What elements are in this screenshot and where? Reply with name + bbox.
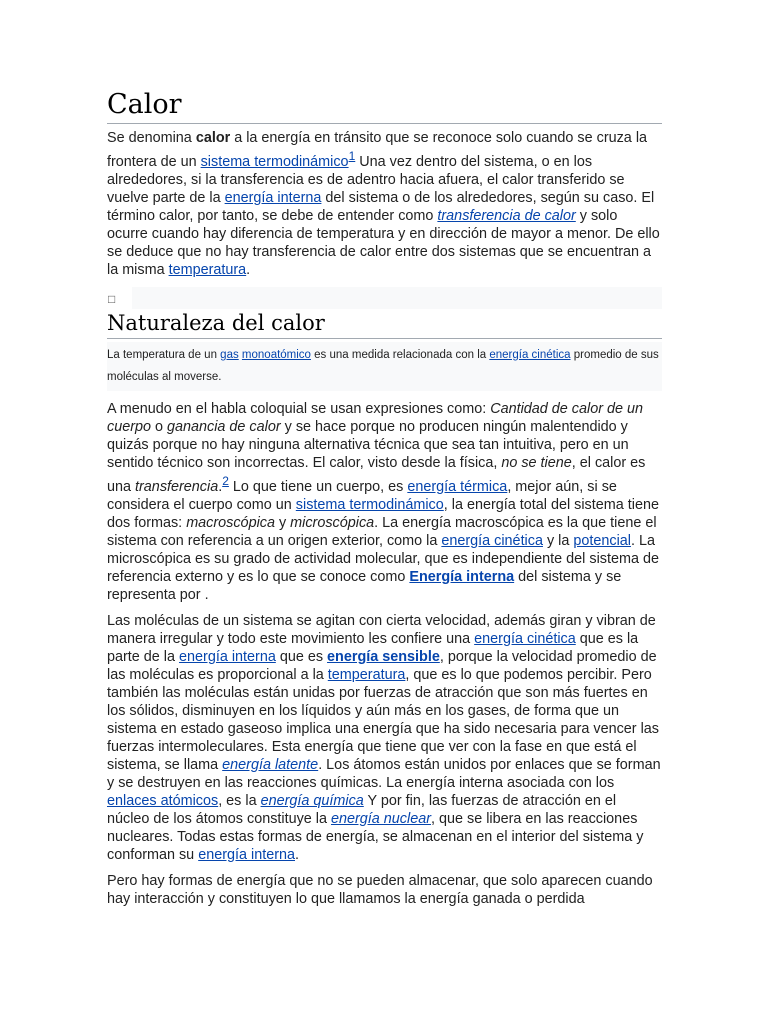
image-placeholder: [107, 287, 662, 309]
para1-text-8: y: [274, 514, 291, 531]
para2-text-10: .: [295, 846, 299, 863]
link-energia-cinetica-2[interactable]: energía cinética: [474, 630, 576, 647]
link-sistema-termodinamico[interactable]: sistema termodinámico: [200, 153, 349, 170]
para1-text-10: y la: [542, 532, 574, 549]
intro-text-1: Se denomina: [107, 130, 196, 146]
link-temperatura[interactable]: temperatura: [168, 261, 247, 278]
image-frame: [132, 287, 662, 309]
para2-text-9: , que se libera en las reacciones nucleares. Todas estas formas de energía, se almacenan en el interior del sistema y conforman su: [107, 810, 644, 863]
para1-italic-2: ganancia de calor: [167, 418, 281, 435]
paragraph-naturaleza-2: [107, 612, 662, 864]
para1-text-7: , la energía total del sistema tiene dos formas:: [107, 496, 659, 531]
reference-2-link[interactable]: 2: [222, 473, 229, 488]
link-energia-interna-2[interactable]: energía interna: [179, 648, 276, 665]
para1-italic-1: Cantidad de calor de un cuerpo: [107, 400, 644, 435]
link-energia-quimica[interactable]: energía química: [260, 792, 364, 809]
para1-italic-5: macroscópica: [186, 514, 275, 531]
intro-paragraph: [107, 129, 662, 279]
para3-text-1: Pero hay formas de energía que no se pueden almacenar, que solo aparecen cuando hay interacción y constituyen lo que llamamos la energía ganada o perdida: [107, 872, 653, 907]
para1-text-2: o: [151, 418, 168, 435]
reference-1-link[interactable]: 1: [348, 149, 356, 163]
para1-italic-4: transferencia: [135, 478, 219, 495]
image-caption: [107, 342, 662, 391]
link-energia-termica[interactable]: energía térmica: [407, 478, 508, 495]
link-energia-interna[interactable]: energía interna: [224, 189, 322, 206]
para1-text-4b: .: [218, 478, 223, 495]
para1-italic-6: microscópica: [290, 514, 375, 531]
para1-text-3: y se hace porque no producen ningún malentendido y quizás porque no hay ninguna alternativa técnica que sea tan intuitiva, pero en un sentido técnico son incorrectas. El calor, visto desde la física,: [107, 418, 629, 471]
para1-text-12: del sistema y se representa por .: [107, 568, 622, 603]
link-energia-sensible[interactable]: energía sensible: [327, 648, 440, 665]
para2-text-7: , es la: [218, 792, 261, 809]
link-energia-latente[interactable]: energía latente: [222, 756, 319, 773]
link-temperatura-2[interactable]: temperatura: [327, 666, 406, 683]
link-energia-cinetica-caption[interactable]: energía cinética: [489, 348, 571, 361]
para2-text-8: Y por fin, las fuerzas de atracción en el núcleo de los átomos constituye la: [107, 792, 617, 827]
para2-text-5: , que es lo que podemos percibir. Pero también las moléculas están unidas por fuerzas de atracción que son más fuertes en los sólidos, disminuyen en los líquidos y aún más en los gases, de forma que un sistema en estado gaseoso implica una energía que ha sido necesaria para vencer las fuerzas intermoleculares. Esta energía que tiene que ver con la fase en que está el sistema, se llama: [107, 666, 659, 773]
broken-image-icon[interactable]: □: [108, 291, 116, 306]
intro-text-2: a la energía en tránsito que se reconoce solo cuando se cruza la frontera de un: [107, 130, 648, 170]
para1-text-1: A menudo en el habla coloquial se usan expresiones como:: [107, 400, 491, 417]
section-heading-naturaleza: Naturaleza del calor: [107, 309, 662, 339]
caption-text-3: es una medida relacionada con la: [310, 348, 490, 361]
para1-text-6: , mejor aún, si se considera el cuerpo como un: [107, 478, 617, 513]
article: [107, 88, 662, 908]
para2-text-6: . Los átomos están unidos por enlaces que se forman y se destruyen en las reacciones químicas. La energía interna asociada con los: [107, 756, 661, 791]
link-transferencia-de-calor[interactable]: transferencia de calor: [437, 207, 576, 224]
intro-text-6: .: [246, 261, 251, 278]
para1-text-4: , el calor es una: [107, 454, 646, 495]
intro-bold-term: calor: [195, 130, 231, 146]
link-energia-interna-bold[interactable]: Energía interna: [409, 568, 515, 585]
link-energia-cinetica[interactable]: energía cinética: [441, 532, 543, 549]
intro-text-4: del sistema o de los alrededores, según su caso. El término calor, por tanto, se debe de entender como: [107, 189, 655, 224]
para1-text-9: . La energía macroscópica es la que tiene el sistema con referencia a un origen exterior, como la: [107, 514, 657, 549]
intro-text-5: y solo ocurre cuando hay diferencia de temperatura y en dirección de mayor a menor. De ello se deduce que no hay transferencia de calor entre dos sistemas que se encuentran a la misma: [107, 207, 660, 278]
paragraph-naturaleza-1: [107, 400, 662, 604]
link-gas[interactable]: gas: [220, 348, 239, 361]
page-title: Calor: [107, 88, 662, 124]
caption-text-1: La temperatura de un: [107, 348, 221, 361]
intro-text-3: Una vez dentro del sistema, o en los alrededores, si la transferencia es de adentro hacia afuera, el calor transferido se vuelve parte de la: [107, 153, 625, 206]
link-monoatomico[interactable]: monoatómico: [241, 348, 311, 361]
reference-2[interactable]: [222, 474, 229, 488]
para2-text-2: que es la parte de la: [107, 630, 639, 665]
link-enlaces-atomicos[interactable]: enlaces atómicos: [107, 792, 219, 809]
para2-text-4: , porque la velocidad promedio de las moléculas es proporcional a la: [107, 648, 657, 683]
para1-text-11: . La microscópica es su grado de actividad molecular, que es independiente del sistema de referencia externo y es lo que se conoce como: [107, 532, 659, 585]
paragraph-naturaleza-3: [107, 872, 662, 908]
link-energia-nuclear[interactable]: energía nuclear: [330, 810, 431, 827]
para2-text-3: que es: [275, 648, 328, 665]
para1-italic-3: no se tiene: [501, 454, 572, 471]
para2-text-1: Las moléculas de un sistema se agitan con cierta velocidad, además giran y vibran de manera irregular y todo este movimiento les confiere una: [107, 612, 656, 647]
para1-text-5: Lo que tiene un cuerpo, es: [228, 478, 408, 495]
caption-text-4: promedio de sus moléculas al moverse.: [107, 348, 659, 383]
link-sistema-termodinamico-2[interactable]: sistema termodinámico: [295, 496, 444, 513]
link-potencial[interactable]: potencial: [573, 532, 631, 549]
link-energia-interna-3[interactable]: energía interna: [198, 846, 295, 863]
